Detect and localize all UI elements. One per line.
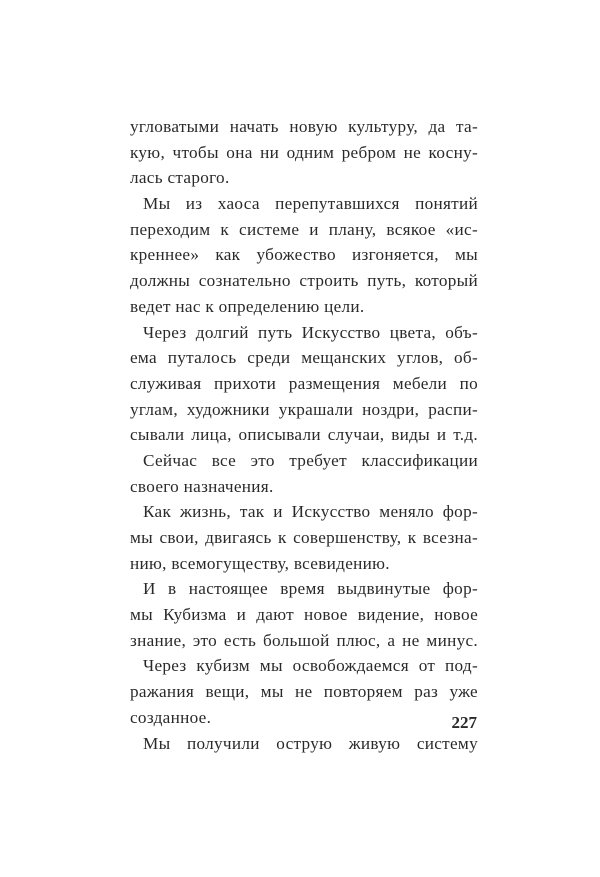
text-line: мы Кубизма и дают новое видение, новое xyxy=(130,605,478,625)
page-number: 227 xyxy=(451,713,477,732)
text-line: И в настоящее время выдвинутые фор- xyxy=(143,579,478,599)
text-line: Как жизнь, так и Искусство меняло фор- xyxy=(143,502,478,522)
text-line: кую, чтобы она ни одним ребром не косну- xyxy=(130,142,478,162)
page-body xyxy=(130,114,478,756)
text-line: лась старого. xyxy=(130,168,230,188)
text-line: ражания вещи, мы не повторяем раз уже xyxy=(130,682,478,702)
text-line: нию, всемогуществу, всевидению. xyxy=(130,553,390,573)
text-line: Мы из хаоса перепутавшихся понятий xyxy=(143,194,478,214)
text-line: Через долгий путь Искусство цвета, объ- xyxy=(143,322,478,342)
text-line: Сейчас все это требует классификации xyxy=(143,450,478,470)
text-line: своего назначения. xyxy=(130,476,274,496)
text-line: угловатыми начать новую культуру, да та- xyxy=(130,117,478,136)
text-line: ема путалось среди мещанских углов, об- xyxy=(130,348,478,368)
text-line: служивая прихоти размещения мебели по xyxy=(130,373,478,393)
text-line: сывали лица, описывали случаи, виды и т.д. xyxy=(130,425,478,445)
text-line: углам, художники украшали ноздри, распи- xyxy=(130,399,478,419)
text-line: Мы получили острую живую систему xyxy=(143,733,478,753)
text-line: переходим к системе и плану, всякое «ис- xyxy=(130,219,478,239)
text-line: мы свои, двигаясь к совершенству, к всезна- xyxy=(130,528,478,547)
text-line: ведет нас к определению цели. xyxy=(130,296,365,316)
text-line: знание, это есть большой плюс, а не минус. xyxy=(130,630,478,650)
text-line: созданное. xyxy=(130,707,212,727)
text-line: должны сознательно строить путь, который xyxy=(130,271,478,291)
text-line: Через кубизм мы освобождаемся от под- xyxy=(143,656,478,676)
text-line: креннее» как убожество изгоняется, мы xyxy=(130,245,478,265)
